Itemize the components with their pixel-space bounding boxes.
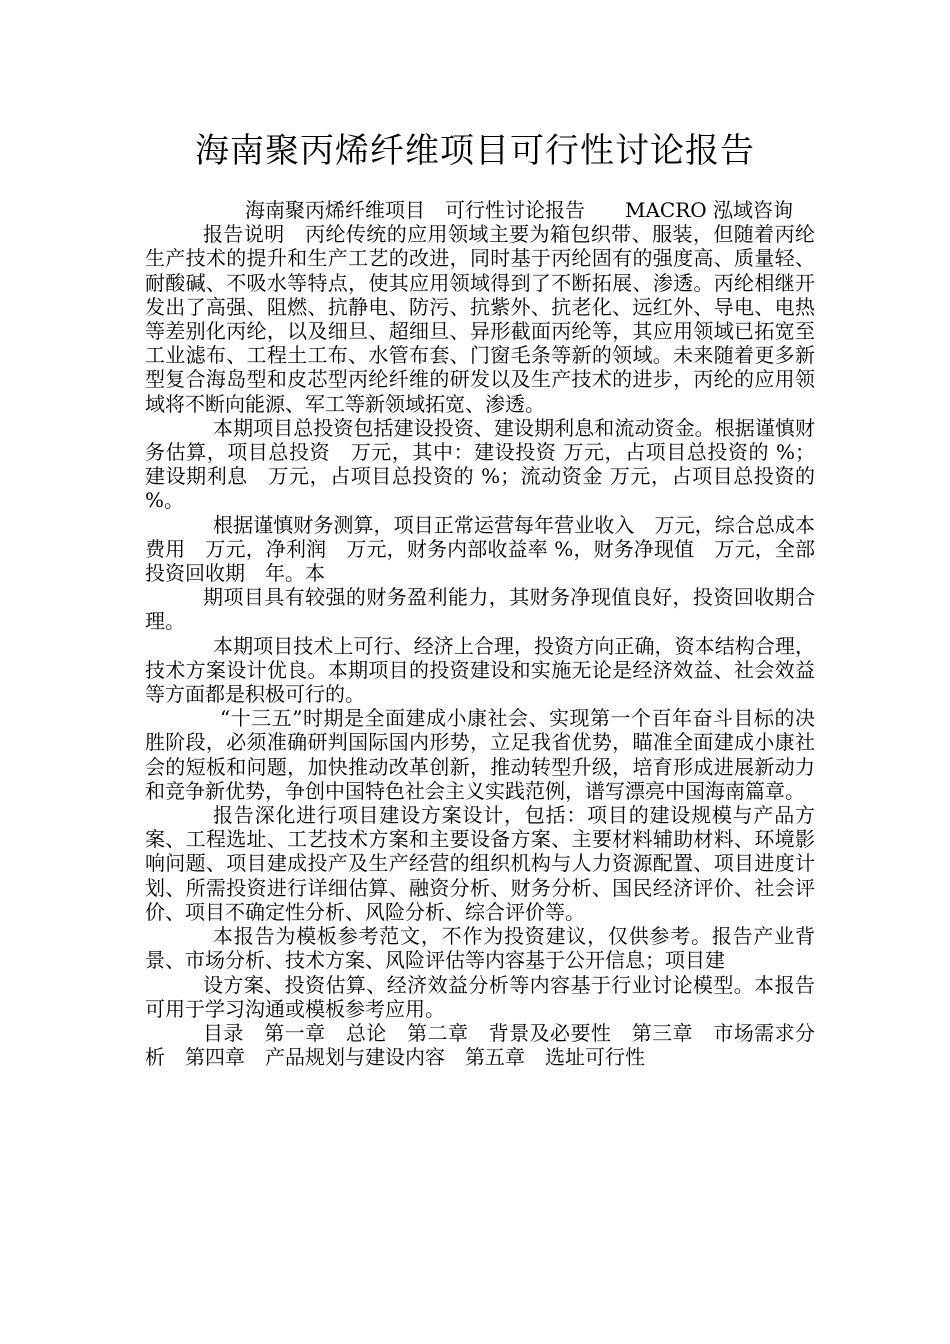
disclaimer-paragraph: 本报告为模板参考范文，不作为投资建议，仅供参考。报告产业背景、市场分析、技术方案、风险评估等内容基于公开信息；项目建 — [145, 924, 815, 973]
table-of-contents-paragraph: 目录 第一章 总论 第二章 背景及必要性 第三章 市场需求分析 第四章 产品规划与建设内容 第五章 选址可行性 — [145, 1020, 815, 1070]
investment-paragraph: 本期项目总投资包括建设投资、建设期利息和流动资金。根据谨慎财务估算，项目总投资 万元，其中：建设投资 万元，占项目总投资的 %；建设期利息 万元，占项目总投资的 %；流动资金 万元，占项目总投资的 %。 — [145, 415, 815, 513]
scope-paragraph: 报告深化进行项目建设方案设计，包括：项目的建设规模与产品方案、工程选址、工艺技术方案和主要设备方案、主要材料辅助材料、环境影响问题、项目建成投产及生产经营的组织机构与人力资源配置、项目进度计划、所需投资进行详细估算、融资分析、财务分析、国民经济评价、社会评价、项目不确定性分析、风险分析、综合评价等。 — [145, 803, 815, 924]
subtitle-paragraph: 海南聚丙烯纤维项目 可行性讨论报告 MACRO 泓域咨询 — [245, 198, 794, 222]
disclaimer-continued-paragraph: 设方案、投资估算、经济效益分析等内容基于行业讨论模型。本报告可用于学习沟通或模板参考应用。 — [145, 972, 815, 1021]
report-description-paragraph: 报告说明 丙纶传统的应用领域主要为箱包织带、服装，但随着丙纶生产技术的提升和生产工艺的改进，同时基于丙纶固有的强度高、质量轻、耐酸碱、不吸水等特点，使其应用领域得到了不断拓展、渗透。丙纶相继开发出了高强、阻燃、抗静电、防污、抗紫外、抗老化、远红外、导电、电热等差别化丙纶，以及细旦、超细旦、异形截面丙纶等，其应用领域已拓宽至工业滤布、工程土工布、水管布套、门窗毛条等新的领域。未来随着更多新型复合海岛型和皮芯型丙纶纤维的研发以及生产技术的进步，丙纶的应用领域将不断向能源、军工等新领域拓宽、渗透。 — [145, 222, 815, 416]
feasibility-paragraph: 本期项目技术上可行、经济上合理，投资方向正确，资本结构合理，技术方案设计优良。本期项目的投资建设和实施无论是经济效益、社会效益等方面都是积极可行的。 — [145, 633, 815, 707]
document-body — [145, 198, 815, 1069]
financial-estimate-paragraph: 根据谨慎财务测算，项目正常运营每年营业收入 万元，综合总成本费用 万元，净利润 万元，财务内部收益率 %，财务净现值 万元，全部投资回收期 年。本 — [145, 512, 815, 586]
five-year-plan-paragraph: “十三五”时期是全面建成小康社会、实现第一个百年奋斗目标的决胜阶段，必须准确研判国际国内形势，立足我省优势，瞄准全面建成小康社会的短板和问题，加快推动改革创新，推动转型升级，培育形成进展新动力和竞争新优势，争创中国特色社会主义实践范例，谱写漂亮中国海南篇章。 — [145, 706, 815, 803]
document-title: 海南聚丙烯纤维项目可行性讨论报告 — [195, 131, 755, 171]
profitability-paragraph: 期项目具有较强的财务盈利能力，其财务净现值良好，投资回收期合理。 — [145, 585, 815, 634]
